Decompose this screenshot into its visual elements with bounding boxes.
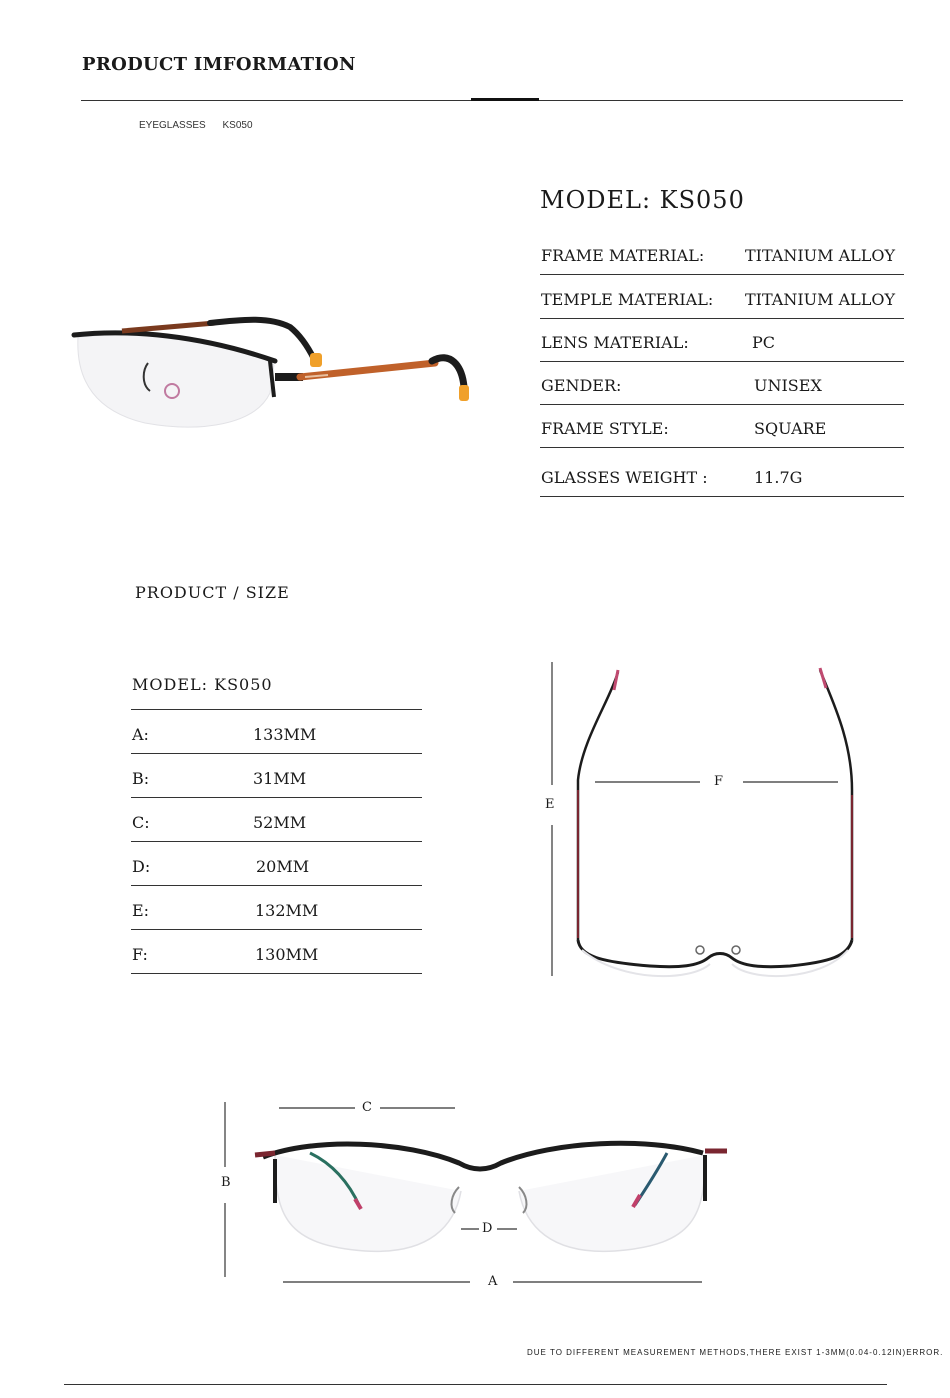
size-label: D: bbox=[132, 857, 151, 876]
size-row-a bbox=[131, 709, 422, 754]
header-divider-accent bbox=[471, 98, 539, 101]
measurement-disclaimer: DUE TO DIFFERENT MEASUREMENT METHODS,THERE EXIST 1-3MM(0.04-0.12IN)ERROR. bbox=[527, 1348, 944, 1357]
size-label: F: bbox=[132, 945, 148, 964]
size-value: 132MM bbox=[255, 901, 319, 920]
spec-label: TEMPLE MATERIAL: bbox=[541, 290, 714, 309]
size-table-bottom-rule bbox=[131, 973, 422, 974]
size-value: 133MM bbox=[253, 725, 317, 744]
size-row-d bbox=[131, 841, 422, 886]
breadcrumb bbox=[139, 120, 267, 131]
spec-row-gender bbox=[540, 360, 904, 405]
spec-label: LENS MATERIAL: bbox=[541, 333, 689, 352]
page-title: PRODUCT IMFORMATION bbox=[82, 54, 356, 75]
spec-value: SQUARE bbox=[754, 419, 827, 438]
size-row-f bbox=[131, 929, 422, 974]
spec-value: 11.7G bbox=[754, 468, 803, 487]
dimension-label-b: B bbox=[218, 1175, 234, 1190]
size-value: 130MM bbox=[255, 945, 319, 964]
size-model-title: MODEL: KS050 bbox=[132, 675, 273, 694]
spec-model-title: MODEL: KS050 bbox=[540, 186, 745, 214]
size-label: B: bbox=[132, 769, 150, 788]
spec-row-temple-material bbox=[540, 274, 904, 319]
size-value: 52MM bbox=[253, 813, 307, 832]
size-section-title: PRODUCT / SIZE bbox=[135, 583, 290, 602]
dimension-label-e: E bbox=[542, 797, 558, 812]
dimension-label-f: F bbox=[711, 774, 726, 789]
spec-value: PC bbox=[752, 333, 776, 352]
spec-value: TITANIUM ALLOY bbox=[745, 290, 896, 309]
spec-row-lens-material bbox=[540, 317, 904, 362]
spec-label: FRAME MATERIAL: bbox=[541, 246, 705, 265]
size-label: A: bbox=[132, 725, 149, 744]
size-label: E: bbox=[132, 901, 150, 920]
size-row-c bbox=[131, 797, 422, 842]
breadcrumb-model[interactable]: KS050 bbox=[222, 120, 253, 131]
size-row-b bbox=[131, 753, 422, 798]
spec-row-frame-style bbox=[540, 403, 904, 448]
glasses-side-view-image bbox=[70, 305, 475, 455]
spec-row-frame-material bbox=[540, 230, 904, 275]
breadcrumb-category[interactable]: EYEGLASSES bbox=[139, 120, 206, 131]
spec-label: GLASSES WEIGHT : bbox=[541, 468, 708, 487]
spec-label: GENDER: bbox=[541, 376, 622, 395]
dimension-label-c: C bbox=[359, 1100, 375, 1115]
size-row-e bbox=[131, 885, 422, 930]
dimension-label-a: A bbox=[485, 1274, 500, 1289]
spec-row-glasses-weight bbox=[540, 450, 904, 497]
footer-divider bbox=[64, 1384, 887, 1385]
spec-label: FRAME STYLE: bbox=[541, 419, 669, 438]
glasses-top-view-diagram bbox=[540, 660, 870, 990]
spec-value: UNISEX bbox=[754, 376, 822, 395]
dimension-label-d: D bbox=[479, 1221, 495, 1236]
spec-value: TITANIUM ALLOY bbox=[745, 246, 896, 265]
size-value: 20MM bbox=[256, 857, 310, 876]
size-value: 31MM bbox=[253, 769, 307, 788]
size-label: C: bbox=[132, 813, 150, 832]
glasses-front-view-diagram bbox=[215, 1095, 740, 1290]
